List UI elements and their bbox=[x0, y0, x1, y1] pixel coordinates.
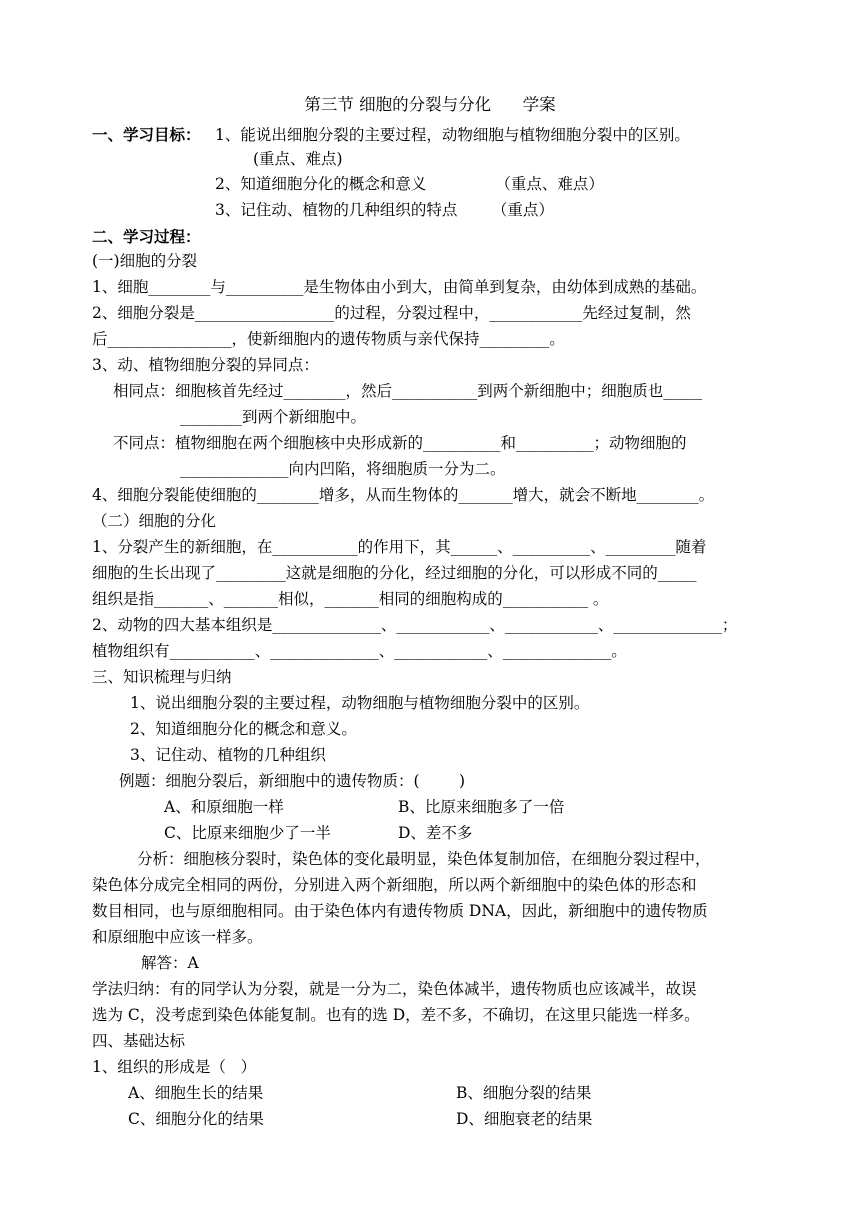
question-text: 后________________，使新细胞内的遗传物质与亲代保持_________。 bbox=[92, 330, 565, 348]
question-text: 3、动、植物细胞分裂的异同点： bbox=[92, 356, 319, 374]
summary-item: 2、知道细胞分化的概念和意义。 bbox=[130, 720, 357, 738]
question-text: 4、细胞分裂能使细胞的________增多，从而生物体的_______增大，就会不断地________。 bbox=[92, 486, 715, 504]
quiz-option-b: B、细胞分裂的结果 bbox=[456, 1084, 592, 1102]
goal-1-note: (重点、难点) bbox=[253, 150, 343, 168]
analysis-text: 分析：细胞核分裂时，染色体的变化最明显，染色体复制加倍，在细胞分裂过程中， bbox=[137, 850, 711, 868]
answer-text: 解答：A bbox=[141, 954, 199, 972]
analysis-text: 染色体分成完全相同的两份，分别进入两个新细胞，所以两个新细胞中的染色体的形态和 bbox=[92, 876, 697, 894]
goal-1: 1、能说出细胞分裂的主要过程，动物细胞与植物细胞分裂中的区别。 bbox=[215, 126, 690, 144]
quiz-question: 1、组织的形成是（ ） bbox=[92, 1058, 257, 1076]
analysis-text: 数目相同，也与原细胞相同。由于染色体内有遗传物质 DNA，因此，新细胞中的遗传物质 bbox=[92, 902, 708, 920]
section-heading-basics: 四、基础达标 bbox=[92, 1032, 186, 1050]
question-text: 1、细胞________与__________是生物体由小到大，由简单到复杂，由幼体到成熟的基础。 bbox=[92, 278, 707, 296]
document-title: 第三节 细胞的分裂与分化 学案 bbox=[304, 95, 556, 114]
summary-item: 1、说出细胞分裂的主要过程，动物细胞与植物细胞分裂中的区别。 bbox=[130, 694, 590, 712]
question-text: 相同点：细胞核首先经过________，然后___________到两个新细胞中；细胞质也_____ bbox=[113, 382, 703, 400]
summary-item: 3、记住动、植物的几种组织 bbox=[130, 746, 326, 764]
example-option-b: B、比原来细胞多了一倍 bbox=[398, 798, 565, 816]
quiz-option-c: C、细胞分化的结果 bbox=[128, 1110, 264, 1128]
question-text: 2、细胞分裂是__________________的过程，分裂过程中，____________先经过复制，然 bbox=[92, 304, 691, 322]
subsection-cell-differentiation: （二）细胞的分化 bbox=[92, 512, 217, 530]
question-text: ________到两个新细胞中。 bbox=[180, 408, 367, 426]
method-summary: 学法归纳：有的同学认为分裂，就是一分为二，染色体减半，遗传物质也应该减半，故误 bbox=[92, 980, 697, 998]
quiz-option-a: A、细胞生长的结果 bbox=[128, 1084, 264, 1102]
question-text: 2、动物的四大基本组织是______________、____________、____________、______________； bbox=[92, 616, 738, 634]
example-question: 例题：细胞分裂后，新细胞中的遗传物质：( ) bbox=[119, 772, 466, 790]
section-heading-summary: 三、知识梳理与归纳 bbox=[92, 668, 232, 686]
section-heading-goals: 一、学习目标： bbox=[92, 125, 201, 144]
subsection-cell-division: (一)细胞的分裂 bbox=[92, 252, 198, 270]
question-text: 不同点：植物细胞在两个细胞核中央形成新的__________和__________；动物细胞的 bbox=[113, 434, 687, 452]
example-option-a: A、和原细胞一样 bbox=[164, 798, 284, 816]
quiz-option-d: D、细胞衰老的结果 bbox=[456, 1110, 593, 1128]
method-summary: 选为 C，没考虑到染色体能复制。也有的选 D，差不多，不确切，在这里只能选一样多。 bbox=[92, 1006, 700, 1024]
question-text: 植物组织有___________、______________、____________、______________。 bbox=[92, 642, 627, 660]
question-text: 细胞的生长出现了_________这就是细胞的分化，经过细胞的分化，可以形成不同的_____ bbox=[92, 564, 697, 582]
example-option-c: C、比原来细胞少了一半 bbox=[164, 824, 331, 842]
analysis-text: 和原细胞中应该一样多。 bbox=[92, 928, 263, 946]
question-text: 组织是指_______、_______相似，_______相同的细胞构成的___________ 。 bbox=[92, 590, 609, 608]
question-text: ______________向内凹陷，将细胞质一分为二。 bbox=[180, 460, 506, 478]
goal-3: 3、记住动、植物的几种组织的特点 （重点） bbox=[215, 201, 554, 219]
example-option-d: D、差不多 bbox=[398, 824, 473, 842]
section-heading-process: 二、学习过程： bbox=[92, 227, 201, 246]
goal-2: 2、知道细胞分化的概念和意义 （重点、难点） bbox=[215, 175, 604, 193]
question-text: 1、分裂产生的新细胞，在___________的作用下，其______、__________、_________随着 bbox=[92, 538, 707, 556]
